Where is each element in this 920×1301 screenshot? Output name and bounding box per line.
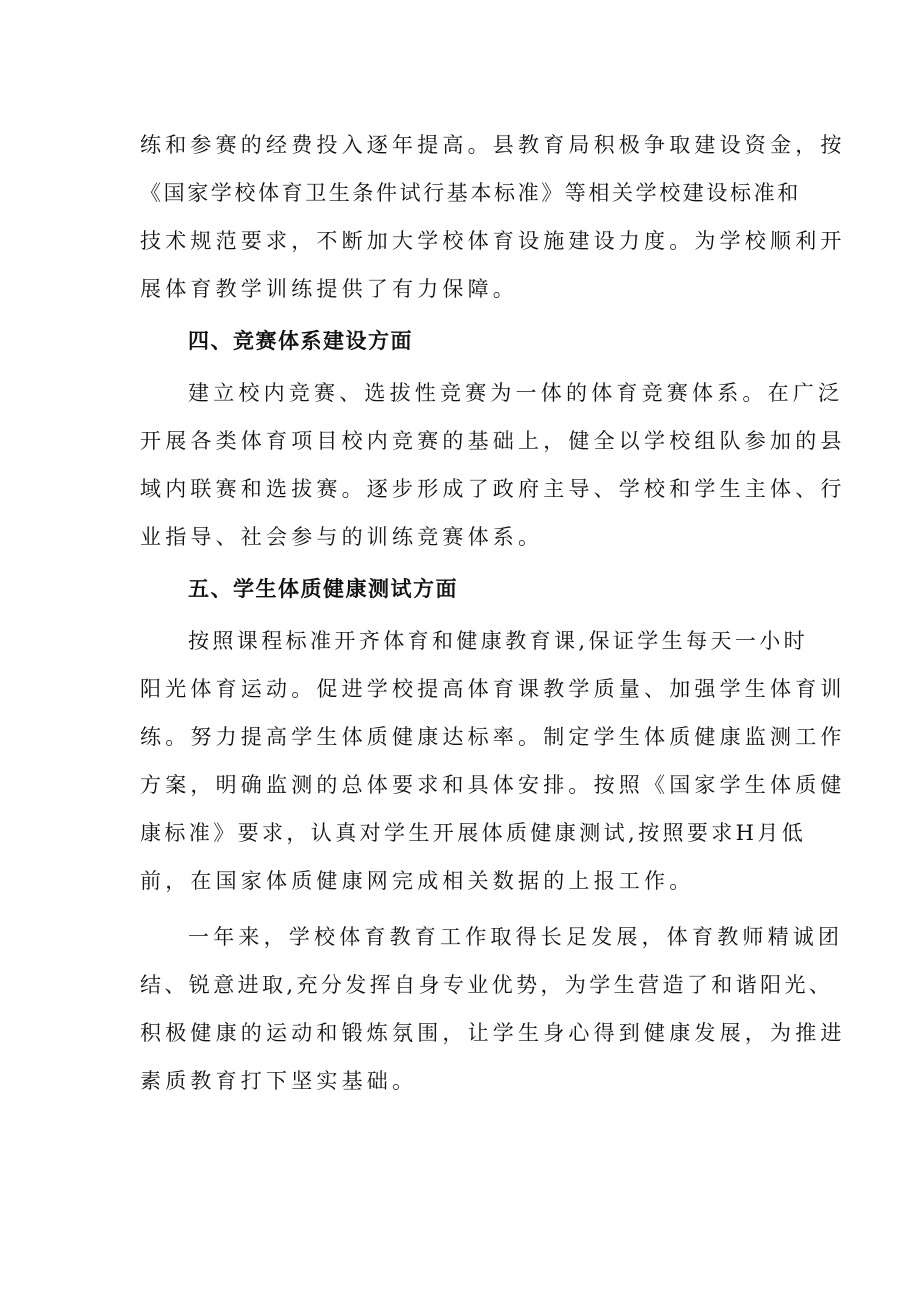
text-line: 业指导、社会参与的训练竞赛体系。 <box>140 525 544 549</box>
text-line: 建立校内竞赛、选拔性竞赛为一体的体育竞赛体系。在广泛 <box>188 381 844 405</box>
paragraph-conclusion <box>140 913 846 1105</box>
text-line: 一年来，学校体育教育工作取得长足发展，体育教师精诚团 <box>188 925 844 949</box>
text-line: 结、锐意进取,充分发挥自身专业优势，为学生营造了和谐阳光、 <box>140 973 834 997</box>
text-line: 域内联赛和选拔赛。逐步形成了政府主导、学校和学生主体、行 <box>140 477 846 501</box>
text-line: 开展各类体育项目校内竞赛的基础上，健全以学校组队参加的县 <box>140 429 846 453</box>
paragraph-competition-system <box>140 369 846 561</box>
paragraph-facilities-funding <box>140 121 846 313</box>
paragraph-spacer <box>140 905 790 913</box>
text-line: 康标准》要求，认真对学生开展体质健康测试,按照要求H月低 <box>140 821 807 845</box>
section-heading-competition: 四、竞赛体系建设方面 <box>188 329 413 353</box>
text-line: 练。努力提高学生体质健康达标率。制定学生体质健康监测工作 <box>140 725 846 749</box>
text-line: 积极健康的运动和锻炼氛围，让学生身心得到健康发展，为推进 <box>140 1021 846 1045</box>
document-page <box>140 121 846 1105</box>
text-line: 展体育教学训练提供了有力保障。 <box>140 277 518 301</box>
text-line: 素质教育打下坚实基础。 <box>140 1069 418 1093</box>
paragraph-health-testing <box>140 617 846 905</box>
text-line: 练和参赛的经费投入逐年提高。县教育局积极争取建设资金，按 <box>140 133 846 157</box>
text-line: 按照课程标准开齐体育和健康教育课,保证学生每天一小时 <box>188 629 809 653</box>
text-line: 前，在国家体质健康网完成相关数据的上报工作。 <box>140 869 695 893</box>
text-line: 方案，明确监测的总体要求和具体安排。按照《国家学生体质健 <box>140 773 846 797</box>
text-line: 《国家学校体育卫生条件试行基本标准》等相关学校建设标准和 <box>140 181 801 205</box>
text-line: 阳光体育运动。促进学校提高体育课教学质量、加强学生体育训 <box>140 677 846 701</box>
text-line: 技术规范要求，不断加大学校体育设施建设力度。为学校顺利开 <box>140 229 846 253</box>
section-heading-health-testing: 五、学生体质健康测试方面 <box>188 577 458 601</box>
